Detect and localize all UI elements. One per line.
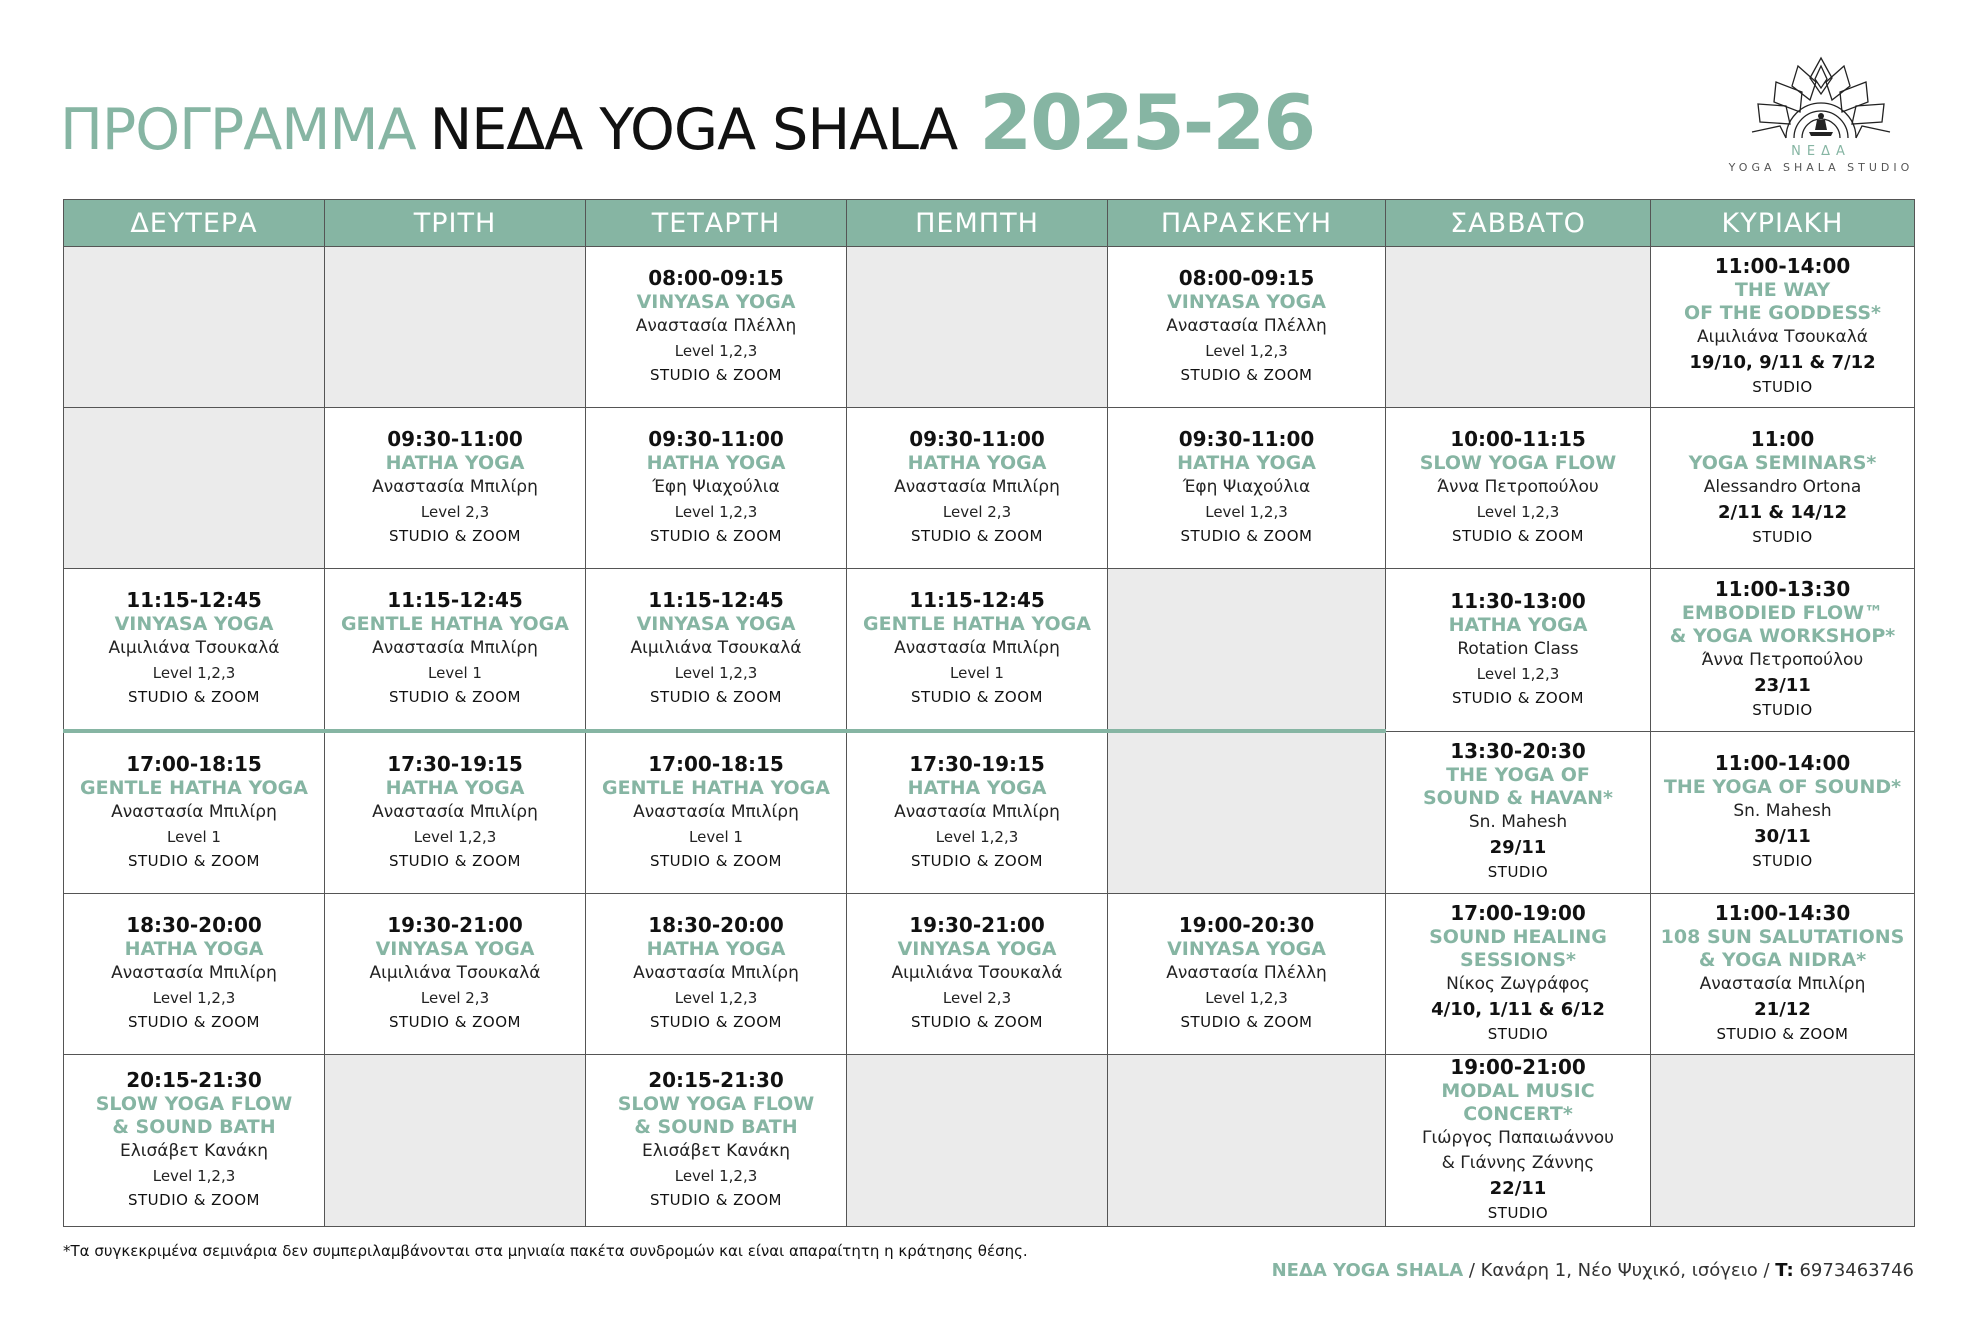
schedule-table <box>63 199 1915 1227</box>
class-name: THE YOGA OF SOUND* <box>1663 775 1902 798</box>
class-time: 18:30-20:00 <box>126 913 262 937</box>
class-level: Level 1,2,3 <box>674 342 758 360</box>
class-cell <box>1386 408 1651 569</box>
footer-phone-label: T: <box>1775 1260 1794 1281</box>
class-name: GENTLE HATHA YOGA <box>80 777 308 799</box>
footer-phone: 6973463746 <box>1793 1260 1914 1281</box>
class-cell <box>325 731 586 894</box>
class-cell <box>1651 569 1915 732</box>
class-cell <box>64 569 325 732</box>
class-name: VINYASA YOGA <box>636 291 796 313</box>
class-time: 11:15-12:45 <box>387 588 523 612</box>
class-cell <box>847 894 1108 1055</box>
class-name: VINYASA YOGA <box>1167 291 1326 313</box>
class-cell <box>1651 408 1915 569</box>
class-venue: STUDIO & ZOOM <box>127 688 260 706</box>
schedule-row <box>64 894 1915 1055</box>
class-venue: STUDIO & ZOOM <box>910 527 1043 545</box>
class-name: THE YOGA OF SOUND & HAVAN* <box>1422 764 1613 810</box>
class-venue: STUDIO & ZOOM <box>1180 366 1313 384</box>
class-venue: STUDIO & ZOOM <box>1451 527 1584 545</box>
class-teacher: Αναστασία Πλέλλη <box>1166 963 1327 983</box>
class-venue: STUDIO & ZOOM <box>127 852 260 870</box>
footer-address: / Κανάρη 1, Νέο Ψυχικό, ισόγειο / <box>1463 1260 1776 1281</box>
class-cell <box>586 731 847 894</box>
class-cell <box>64 1055 325 1227</box>
class-teacher: Αναστασία Μπιλίρη <box>633 963 799 983</box>
class-venue: STUDIO & ZOOM <box>910 852 1043 870</box>
class-name: HATHA YOGA <box>907 777 1047 799</box>
empty-slot <box>847 247 1108 408</box>
class-teacher: Αιμιλιάνα Τσουκαλά <box>891 963 1063 983</box>
class-venue: STUDIO & ZOOM <box>1180 527 1313 545</box>
class-cell <box>847 731 1108 894</box>
class-name: SLOW YOGA FLOW <box>1419 452 1617 474</box>
class-time: 17:30-19:15 <box>909 752 1045 776</box>
class-teacher: Αναστασία Μπιλίρη <box>372 802 538 822</box>
class-teacher: Αναστασία Μπιλίρη <box>372 638 538 658</box>
class-teacher: Αιμιλιάνα Τσουκαλά <box>630 638 802 658</box>
class-venue: STUDIO & ZOOM <box>649 527 782 545</box>
class-time: 11:00-13:30 <box>1714 576 1851 601</box>
class-cell <box>586 247 847 408</box>
class-name: SOUND HEALING SESSIONS* <box>1429 926 1607 971</box>
class-time: 18:30-20:00 <box>648 913 784 937</box>
class-dates: 19/10, 9/11 & 7/12 <box>1689 352 1876 373</box>
class-dates: 29/11 <box>1489 837 1547 859</box>
class-venue: STUDIO <box>1752 378 1813 396</box>
footnote: *Τα συγκεκριμένα σεμινάρια δεν συμπεριλαμβάνονται στα μηνιαία πακέτα συνδρομών και είναι απαραίτητη η κράτησης θέσης. <box>63 1242 1028 1260</box>
class-cell <box>586 408 847 569</box>
class-time: 11:00-14:30 <box>1714 901 1851 925</box>
class-level: Level 1,2,3 <box>674 503 758 521</box>
class-level: Level 1,2,3 <box>674 989 758 1007</box>
class-name: HATHA YOGA <box>1177 452 1316 474</box>
class-venue: STUDIO & ZOOM <box>649 688 782 706</box>
class-name: THE WAY OF THE GODDESS* <box>1684 279 1881 324</box>
class-teacher: Αναστασία Μπιλίρη <box>633 802 799 822</box>
class-time: 19:30-21:00 <box>387 913 523 937</box>
class-venue: STUDIO & ZOOM <box>127 1191 260 1209</box>
class-name: MODAL MUSIC CONCERT* <box>1441 1080 1595 1125</box>
class-time: 09:30-11:00 <box>1178 427 1315 451</box>
class-dates: 23/11 <box>1754 674 1811 696</box>
class-time: 17:00-18:15 <box>126 752 262 776</box>
class-time: 11:15-12:45 <box>909 588 1045 612</box>
class-teacher: Αναστασία Μπιλίρη <box>1699 974 1866 994</box>
day-header: ΚΥΡΙΑΚΗ <box>1651 200 1915 247</box>
class-name: YOGA SEMINARS* <box>1688 451 1877 474</box>
class-level: Level 1,2,3 <box>674 664 758 682</box>
day-header: ΔΕΥΤΕΡΑ <box>64 200 325 247</box>
class-venue: STUDIO & ZOOM <box>910 1013 1043 1031</box>
empty-slot <box>847 1055 1108 1227</box>
class-venue: STUDIO & ZOOM <box>1180 1013 1313 1031</box>
class-level: Level 1 <box>950 664 1004 682</box>
class-level: Level 1,2,3 <box>674 1167 758 1185</box>
class-cell <box>586 569 847 732</box>
class-teacher: Έφη Ψιαχούλια <box>1182 477 1311 497</box>
class-dates: 4/10, 1/11 & 6/12 <box>1431 999 1605 1020</box>
class-cell <box>586 894 847 1055</box>
day-header-row <box>64 200 1915 247</box>
empty-slot <box>1108 569 1386 732</box>
class-teacher: Alessandro Ortona <box>1703 476 1862 497</box>
class-time: 17:00-19:00 <box>1450 901 1586 925</box>
class-dates: 2/11 & 14/12 <box>1717 501 1848 523</box>
empty-slot <box>1108 1055 1386 1227</box>
class-time: 17:00-18:15 <box>648 752 784 776</box>
class-dates: 30/11 <box>1754 825 1811 847</box>
class-dates: 22/11 <box>1489 1178 1547 1199</box>
class-name: SLOW YOGA FLOW & SOUND BATH <box>95 1093 293 1138</box>
class-venue: STUDIO <box>1487 863 1549 882</box>
empty-slot <box>64 408 325 569</box>
class-level: Level 2,3 <box>420 503 490 521</box>
class-venue: STUDIO & ZOOM <box>127 1013 260 1031</box>
class-name: VINYASA YOGA <box>1167 938 1326 960</box>
class-venue: STUDIO & ZOOM <box>649 366 782 384</box>
class-cell <box>1386 569 1651 732</box>
class-name: SLOW YOGA FLOW & SOUND BATH <box>617 1093 815 1138</box>
class-venue: STUDIO <box>1752 700 1813 719</box>
class-level: Level 2,3 <box>942 503 1012 521</box>
day-header: ΣΑΒΒΑΤΟ <box>1386 200 1651 247</box>
schedule-row <box>64 247 1915 408</box>
class-level: Level 1,2,3 <box>152 989 236 1007</box>
class-cell <box>847 569 1108 732</box>
day-header: ΤΕΤΑΡΤΗ <box>586 200 847 247</box>
class-name: HATHA YOGA <box>124 938 264 960</box>
class-teacher: Αναστασία Μπιλίρη <box>894 638 1060 658</box>
class-name: VINYASA YOGA <box>636 613 796 635</box>
class-venue: STUDIO & ZOOM <box>1451 688 1584 707</box>
class-cell <box>1386 1055 1651 1227</box>
day-header: ΠΕΜΠΤΗ <box>847 200 1108 247</box>
logo-subtitle: YOGA SHALA STUDIO <box>1728 161 1914 174</box>
class-time: 11:30-13:00 <box>1450 588 1586 613</box>
class-level: Level 1,2,3 <box>935 828 1019 846</box>
logo-name: ΝΕΔΑ <box>1791 144 1851 159</box>
title-year: 2025-26 <box>979 78 1315 167</box>
class-teacher: Αιμιλιάνα Τσουκαλά <box>369 963 541 983</box>
class-level: Level 1,2,3 <box>1205 503 1288 521</box>
class-teacher: Αναστασία Μπιλίρη <box>111 802 277 822</box>
class-time: 19:00-21:00 <box>1450 1055 1586 1079</box>
class-name: HATHA YOGA <box>646 452 786 474</box>
class-venue: STUDIO <box>1752 851 1813 870</box>
day-header: ΤΡΙΤΗ <box>325 200 586 247</box>
class-venue: STUDIO <box>1752 527 1813 546</box>
class-name: GENTLE HATHA YOGA <box>602 777 830 799</box>
class-time: 10:00-11:15 <box>1450 427 1586 451</box>
class-time: 19:30-21:00 <box>909 913 1045 937</box>
class-venue: STUDIO & ZOOM <box>649 1191 782 1209</box>
empty-slot <box>1386 247 1651 408</box>
class-teacher: Άννα Πετροπούλου <box>1701 649 1864 670</box>
class-level: Level 1,2,3 <box>152 664 236 682</box>
class-time: 11:00-14:00 <box>1714 750 1851 775</box>
class-cell <box>64 731 325 894</box>
class-teacher: Sn. Mahesh <box>1733 800 1832 821</box>
class-name: HATHA YOGA <box>646 938 786 960</box>
class-cell <box>325 569 586 732</box>
class-time: 09:30-11:00 <box>648 427 784 451</box>
class-teacher: Ελισάβετ Κανάκη <box>641 1141 791 1161</box>
class-venue: STUDIO <box>1487 1204 1549 1222</box>
class-time: 11:00 <box>1750 426 1815 451</box>
class-level: Level 1 <box>428 664 482 682</box>
class-venue: STUDIO & ZOOM <box>388 852 521 870</box>
class-name: VINYASA YOGA <box>114 613 274 635</box>
class-cell <box>847 408 1108 569</box>
schedule-row <box>64 408 1915 569</box>
class-level: Level 1,2,3 <box>1476 664 1560 683</box>
class-time: 11:00-14:00 <box>1714 254 1851 278</box>
class-cell <box>1386 731 1651 894</box>
class-teacher: Αιμιλιάνα Τσουκαλά <box>108 638 280 658</box>
class-name: HATHA YOGA <box>385 777 525 799</box>
class-time: 11:15-12:45 <box>126 588 262 612</box>
class-teacher: Αναστασία Μπιλίρη <box>894 802 1060 822</box>
class-time: 20:15-21:30 <box>126 1068 262 1092</box>
schedule-body <box>64 247 1915 1227</box>
class-teacher: Ελισάβετ Κανάκη <box>119 1141 269 1161</box>
class-dates: 21/12 <box>1754 999 1811 1020</box>
class-teacher: Άννα Πετροπούλου <box>1437 477 1599 497</box>
class-cell <box>1108 247 1386 408</box>
class-time: 08:00-09:15 <box>1178 266 1315 290</box>
class-name: HATHA YOGA <box>1448 613 1588 636</box>
class-teacher: Νίκος Ζωγράφος <box>1446 974 1590 994</box>
schedule-row <box>64 569 1915 732</box>
empty-slot <box>1651 1055 1915 1227</box>
page-title <box>60 78 1315 167</box>
class-time: 19:00-20:30 <box>1178 913 1315 937</box>
class-name: GENTLE HATHA YOGA <box>863 613 1091 635</box>
class-cell <box>586 1055 847 1227</box>
day-header: ΠΑΡΑΣΚΕΥΗ <box>1108 200 1386 247</box>
studio-logo <box>1726 52 1916 192</box>
class-cell <box>325 408 586 569</box>
class-teacher: Αιμιλιάνα Τσουκαλά <box>1697 327 1868 347</box>
class-level: Level 1,2,3 <box>413 828 497 846</box>
class-level: Level 1 <box>167 828 221 846</box>
empty-slot <box>325 247 586 408</box>
class-venue: STUDIO & ZOOM <box>388 688 521 706</box>
class-name: HATHA YOGA <box>907 452 1047 474</box>
class-time: 08:00-09:15 <box>648 266 784 290</box>
class-cell <box>1651 247 1915 408</box>
class-level: Level 1 <box>689 828 743 846</box>
class-time: 11:15-12:45 <box>648 588 784 612</box>
class-level: Level 1,2,3 <box>1205 989 1288 1007</box>
schedule-row <box>64 1055 1915 1227</box>
title-studio: ΝΕΔΑ YOGA SHALA <box>429 97 958 163</box>
class-teacher: Αναστασία Μπιλίρη <box>894 477 1060 497</box>
class-time: 13:30-20:30 <box>1450 739 1586 764</box>
class-teacher: Γιώργος Παπαιωάννου & Γιάννης Ζάννης <box>1422 1128 1614 1173</box>
class-venue: STUDIO & ZOOM <box>388 527 521 545</box>
schedule-row <box>64 731 1915 894</box>
class-venue: STUDIO & ZOOM <box>649 852 782 870</box>
class-time: 17:30-19:15 <box>387 752 523 776</box>
class-name: EMBODIED FLOW™ & YOGA WORKSHOP* <box>1669 601 1896 647</box>
lotus-mandala-icon <box>1746 52 1896 142</box>
class-cell <box>325 894 586 1055</box>
class-name: 108 SUN SALUTATIONS & YOGA NIDRA* <box>1660 926 1905 971</box>
class-time: 09:30-11:00 <box>909 427 1045 451</box>
class-level: Level 1,2,3 <box>152 1167 236 1185</box>
class-teacher: Αναστασία Πλέλλη <box>635 316 797 336</box>
class-teacher: Αναστασία Πλέλλη <box>1166 316 1327 336</box>
class-venue: STUDIO & ZOOM <box>649 1013 782 1031</box>
class-venue: STUDIO & ZOOM <box>1716 1025 1849 1043</box>
class-time: 20:15-21:30 <box>648 1068 784 1092</box>
class-cell <box>1108 408 1386 569</box>
class-name: VINYASA YOGA <box>897 938 1057 960</box>
title-program: ΠΡΟΓΡΑΜΜΑ <box>60 97 416 163</box>
class-time: 09:30-11:00 <box>387 427 523 451</box>
class-level: Level 1,2,3 <box>1205 342 1288 360</box>
class-teacher: Rotation Class <box>1457 638 1579 659</box>
footer-contact <box>1272 1260 1914 1281</box>
class-teacher: Έφη Ψιαχούλια <box>652 477 780 497</box>
class-cell <box>1108 894 1386 1055</box>
empty-slot <box>325 1055 586 1227</box>
empty-slot <box>1108 731 1386 894</box>
class-teacher: Sn. Mahesh <box>1468 812 1568 833</box>
class-teacher: Αναστασία Μπιλίρη <box>111 963 277 983</box>
class-level: Level 2,3 <box>420 989 490 1007</box>
class-venue: STUDIO <box>1487 1025 1549 1043</box>
empty-slot <box>64 247 325 408</box>
class-cell <box>1386 894 1651 1055</box>
footer-studio-name: ΝΕΔΑ YOGA SHALA <box>1271 1260 1464 1281</box>
class-venue: STUDIO & ZOOM <box>388 1013 521 1031</box>
class-name: VINYASA YOGA <box>375 938 535 960</box>
class-venue: STUDIO & ZOOM <box>910 688 1043 706</box>
class-name: GENTLE HATHA YOGA <box>341 613 569 635</box>
class-level: Level 2,3 <box>942 989 1012 1007</box>
class-name: HATHA YOGA <box>385 452 525 474</box>
class-teacher: Αναστασία Μπιλίρη <box>372 477 538 497</box>
class-cell <box>1651 731 1915 894</box>
class-level: Level 1,2,3 <box>1476 503 1560 521</box>
class-cell <box>64 894 325 1055</box>
class-cell <box>1651 894 1915 1055</box>
